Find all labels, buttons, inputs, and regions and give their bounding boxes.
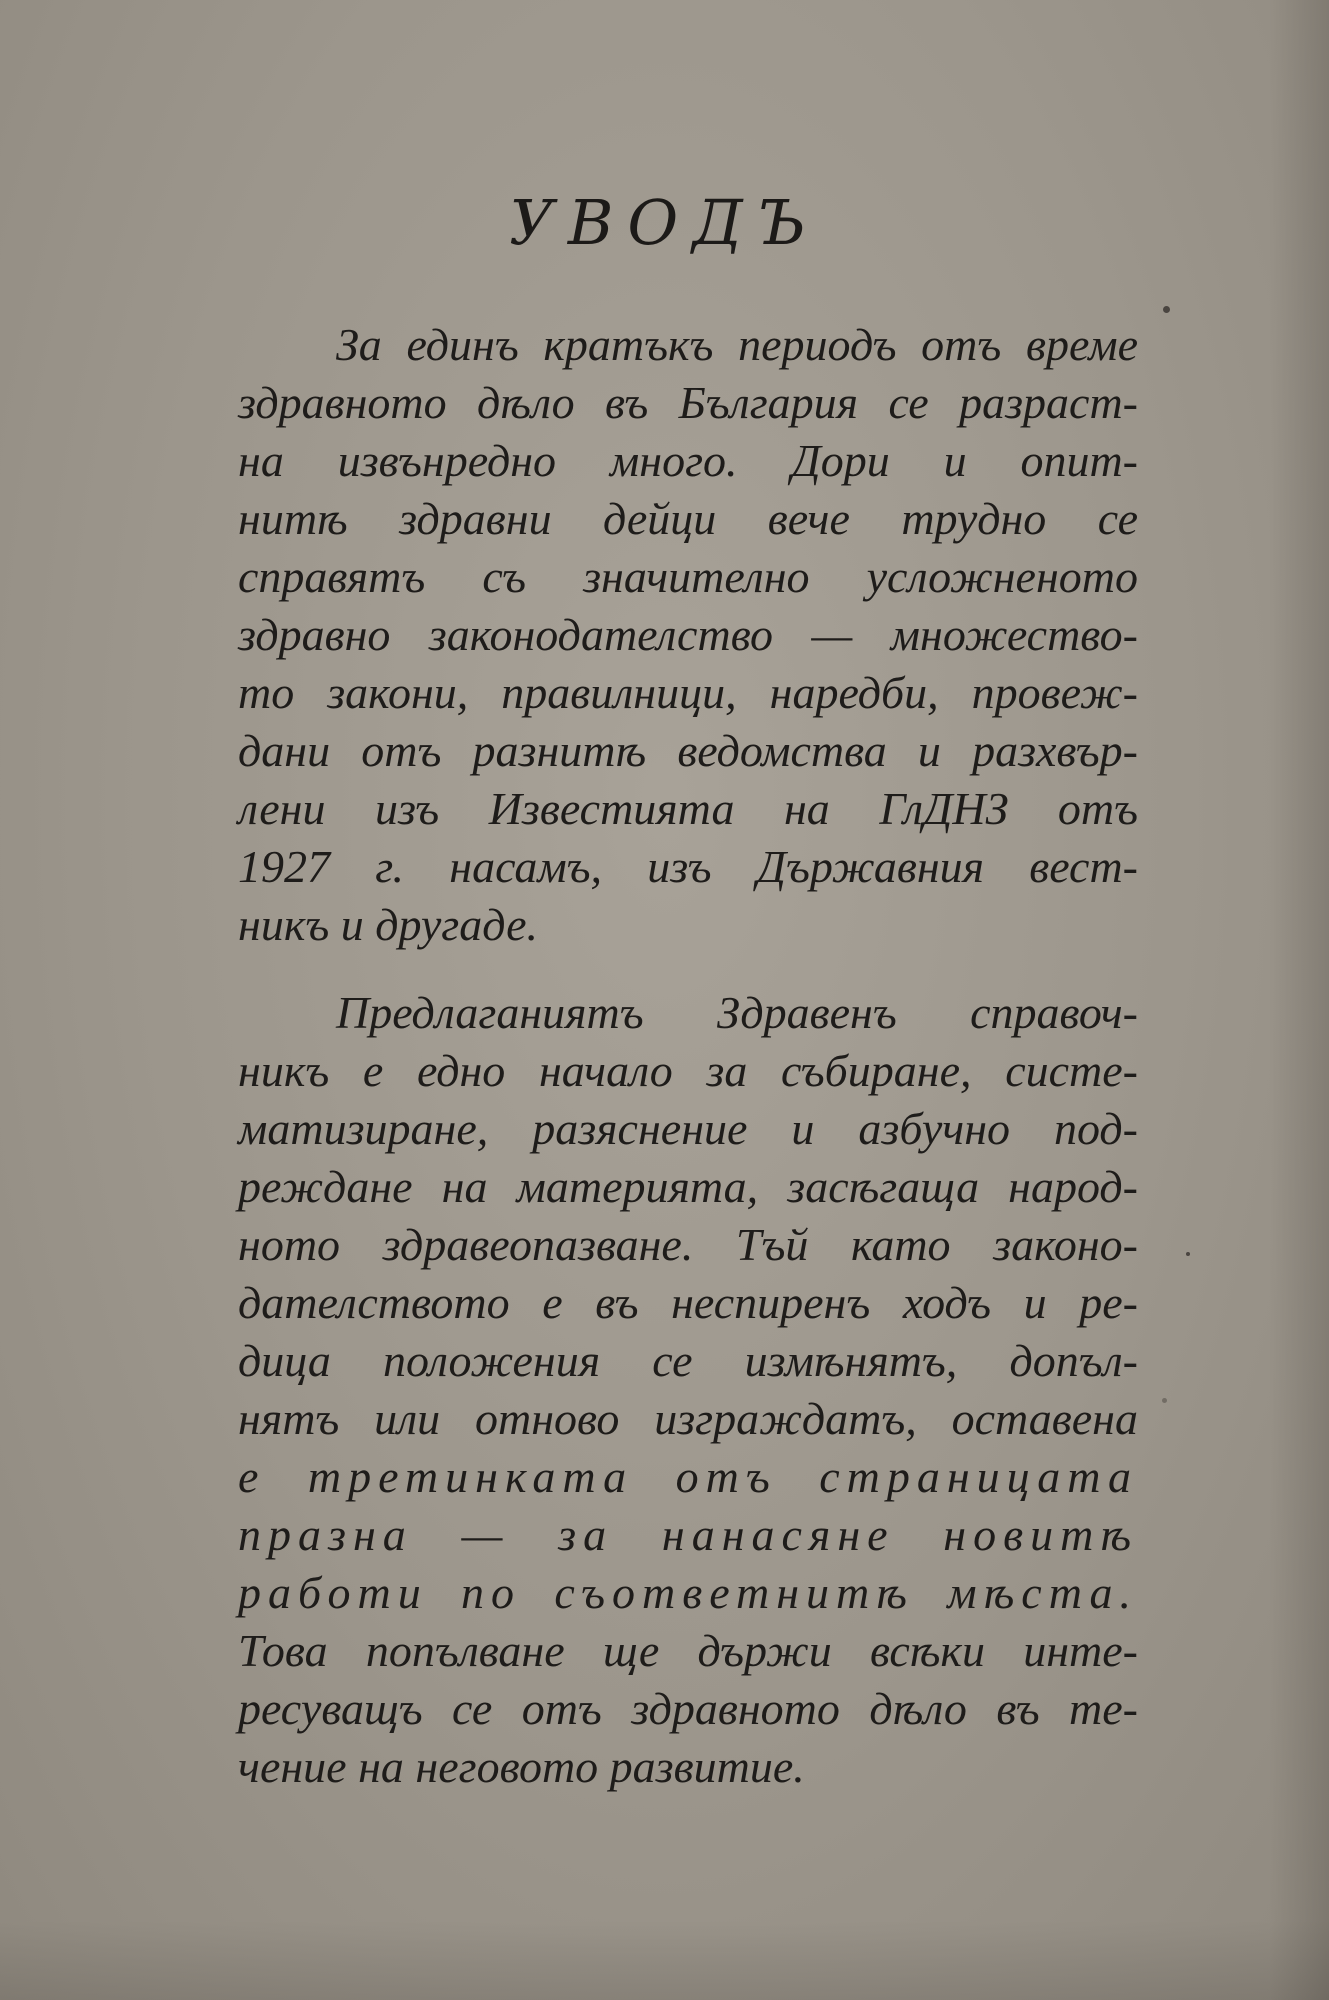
text-line: чение на неговото развитие. — [238, 1741, 805, 1792]
paragraph-2 — [238, 984, 1138, 1796]
text-line: ресуващъ се отъ здравното дѣло въ те- — [238, 1683, 1138, 1734]
text-line: то закони, правилници, наредби, провеж- — [238, 667, 1138, 718]
text-line: 1927 г. насамъ, изъ Държавния вест- — [238, 841, 1138, 892]
paper-speck — [1162, 1398, 1167, 1403]
paper-speck — [1186, 1252, 1190, 1256]
text-line: лени изъ Известията на ГлДНЗ отъ — [238, 783, 1138, 834]
page-title: УВОДЪ — [509, 186, 820, 259]
text-line: Предлаганиятъ Здравенъ справоч- — [336, 987, 1138, 1038]
text-line: здравно законодателство — множество- — [238, 609, 1138, 660]
paper-speck — [1163, 306, 1170, 313]
text-line: За единъ кратъкъ периодъ отъ време — [336, 319, 1138, 370]
text-line: никъ и другаде. — [238, 899, 538, 950]
text-line: дателството е въ неспиренъ ходъ и ре- — [238, 1277, 1138, 1328]
paragraph-1 — [238, 316, 1138, 954]
text-line: ното здравеопазване. Тъй като законо- — [238, 1219, 1138, 1270]
text-line: нятъ или отново изграждатъ, оставена — [238, 1393, 1138, 1444]
text-line: е третинката отъ страницата — [238, 1451, 1138, 1502]
text-line: справятъ съ значително усложненото — [238, 551, 1138, 602]
text-line: работи по съответнитѣ мѣста. — [238, 1567, 1138, 1618]
page-edge-shadow — [1269, 0, 1329, 2000]
page-bottom-shadow — [0, 1920, 1329, 2000]
text-line: Това попълване ще държи всѣки инте- — [238, 1625, 1138, 1676]
text-line: здравното дѣло въ България се разраст- — [238, 377, 1138, 428]
text-line: нитѣ здравни дейци вече трудно се — [238, 493, 1138, 544]
text-line: реждане на материята, засѣгаща народ- — [238, 1161, 1138, 1212]
text-line: матизиране, разяснение и азбучно под- — [238, 1103, 1138, 1154]
text-line: никъ е едно начало за събиране, систе- — [238, 1045, 1138, 1096]
text-line: дица положения се измѣнятъ, допъл- — [238, 1335, 1138, 1386]
text-line: празна — за нанасяне новитѣ — [238, 1509, 1138, 1560]
text-line: на извънредно много. Дори и опит- — [238, 435, 1138, 486]
text-line: дани отъ разнитѣ ведомства и разхвър- — [238, 725, 1138, 776]
